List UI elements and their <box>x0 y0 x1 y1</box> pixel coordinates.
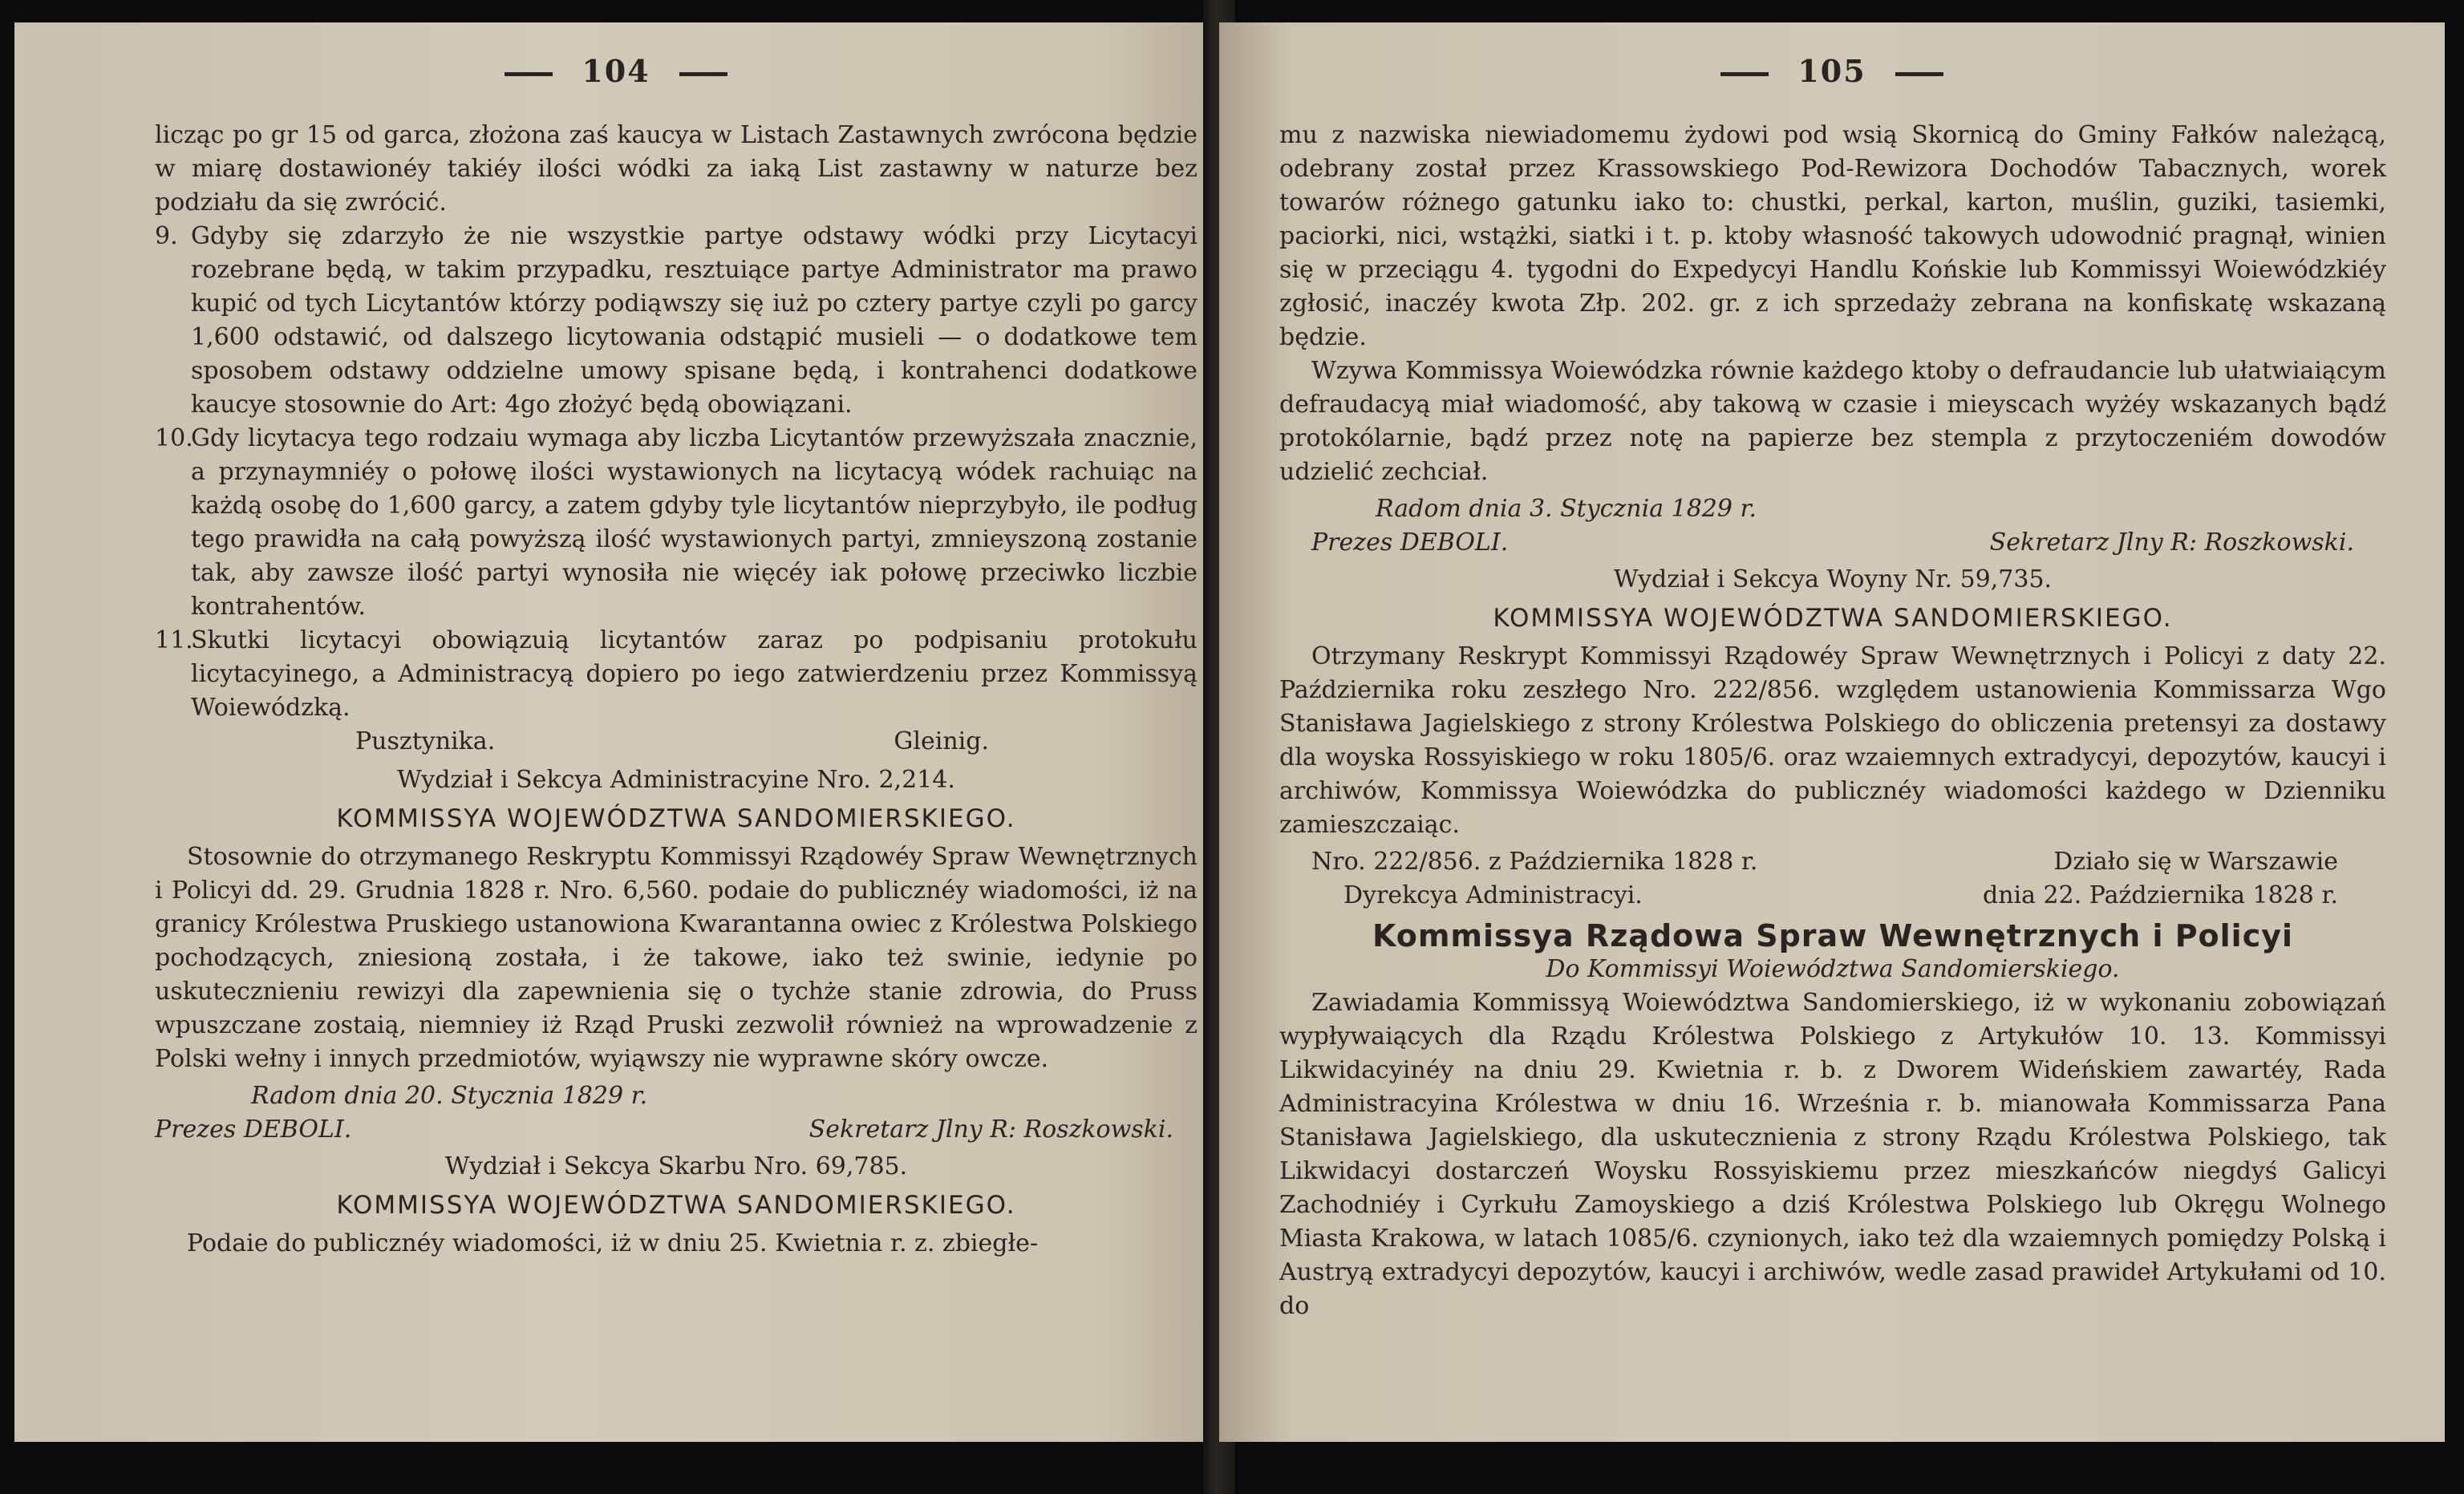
page-number: 104 <box>582 53 650 89</box>
section-header: Wydział i Sekcya Woyny Nr. 59,735. <box>1613 565 2053 593</box>
numbered-item <box>155 220 1198 422</box>
notice-paragraph: Zawiadamia Kommissyą Woiewództwa Sandomierskiego, iż w wykonaniu zobowiązań wypływaiących dla Rządu Królestwa Polskiego z Artykułów 10. 13. Kommissyi Likwidacyinéy na dniu 29. Kwietnia r. b. z Dworem Wideńskiem zawartéy, Rada Administracyina Królestwa w dniu 16. Września r. b. mianowała Kommissarza Pana Stanisława Jagielskiego, dla uskutecznienia z strony Rządu Królestwa Polskiego, tak Likwidacyi dostarczeń Woysku Rossyiskiemu przez mieszkańców niegdyś Galicyi Zachodniéy i Cyrkułu Zamoyskiego a dziś Królestwa Polskiego lub Okręgu Wolnego Miasta Krakowa, w latach 1085/6. czynionych, iako też dla wzaiemnych pomiędzy Polską i Austryą extradycyi depozytów, kaucyi i archiwów, wedle zasad prawideł Artykułami od 10. do <box>1279 989 2386 1320</box>
president-signature: Prezes DEBOLI. <box>155 1115 352 1144</box>
commission-heading: KOMMISSYA WOJEWÓDZTWA SANDOMIERSKIEGO. <box>336 1191 1016 1220</box>
commission-heading: KOMMISSYA WOJEWÓDZTWA SANDOMIERSKIEGO. <box>1493 604 2173 633</box>
header-dash <box>505 72 553 76</box>
left-page-header <box>14 53 1218 89</box>
item-text: Gdyby się zdarzyło że nie wszystkie partye odstawy wódki przy Licytacyi rozebrane będą, w takim przypadku, resztuiące partye Administrator ma prawo kupić od tych Licytantów którzy podiąwszy się iuż po cztery partye czyli po garcy 1,600 odstawić, od dalszego licytowania odstąpić musieli — o dodatkowe tem sposobem odstawy oddzielne umowy spisane będą, i kontrahenci dodatkowe kaucye stosownie do Art: 4go złożyć będą obowiązani. <box>191 222 1198 419</box>
item-number: 11. <box>155 626 193 654</box>
notice-paragraph: Podaie do publicznéy wiadomości, iż w dniu 25. Kwietnia r. z. zbiegłe- <box>187 1229 1039 1257</box>
right-page-body <box>1279 119 2386 1323</box>
numbered-item <box>155 422 1198 624</box>
rescript-number: Nro. 222/856. z Października 1828 r. <box>1311 848 1758 876</box>
secretary-signature: Sekretarz Jlny R: Roszkowski. <box>1989 528 2354 557</box>
secretary-signature: Sekretarz Jlny R: Roszkowski. <box>808 1115 1173 1144</box>
item-number: 10. <box>155 424 193 452</box>
section-header: Wydział i Sekcya Administracyine Nro. 2,214. <box>397 766 955 794</box>
notice-paragraph: Otrzymany Reskrypt Kommissyi Rządowéy Spraw Wewnętrznych i Policyi z daty 22. Października roku zeszłego Nro. 222/856. względem ustanowienia Kommissarza Wgo Stanisława Jagielskiego z strony Królestwa Polskiego do obliczenia pretensyi za dostawy dla woyska Rossyiskiego w roku 1805/6. oraz wzaiemnych extradycyi, depozytów, kaucyi i archiwów, Kommissya Woiewódzka do publicznéy wiadomości każdego w Dzienniku zamieszczaiąc. <box>1279 642 2386 839</box>
signature-row <box>1279 526 2386 560</box>
header-dash <box>1895 72 1943 76</box>
item-text: Skutki licytacyi obowiązuią licytantów zaraz po podpisaniu protokułu licytacyinego, a Administracyą dopiero po iego zatwierdzeniu przez Kommissyą Woiewódzką. <box>191 626 1198 722</box>
section-header: Wydział i Sekcya Skarbu Nro. 69,785. <box>444 1152 908 1180</box>
signers <box>155 725 1198 759</box>
date-line: Radom dnia 20. Stycznia 1829 r. <box>251 1082 648 1110</box>
rescript-date: dnia 22. Października 1828 r. <box>1983 881 2338 909</box>
right-page-header <box>1219 53 2445 89</box>
notice-paragraph: Stosownie do otrzymanego Reskryptu Kommissyi Rządowéy Spraw Wewnętrznych i Policyi dd. 29. Grudnia 1828 r. Nro. 6,560. podaie do publicznéy wiadomości, iż na granicy Królestwa Pruskiego ustanowiona Kwarantanna owiec z Królestwa Polskiego pochodzących, zniesioną została, i że takowe, iako też swinie, iedynie po uskutecznieniu rewizyi dla zapewnienia się o tychże stanie zdrowia, do Pruss wpuszczane zostaią, niemniey iż Rząd Pruski zezwolił również na wprowadzenie z Polski wełny i innych przedmiotów, wyiąwszy nie wyprawne skóry owcze. <box>155 843 1198 1073</box>
ministry-heading: Kommissya Rządowa Spraw Wewnętrznych i Policyi <box>1372 918 2294 953</box>
right-page <box>1219 22 2445 1442</box>
rescript-reference <box>1279 879 2386 913</box>
header-dash <box>1720 72 1769 76</box>
page-number: 105 <box>1797 53 1866 89</box>
signature-row <box>155 1113 1198 1147</box>
left-page-body <box>155 119 1198 1261</box>
date-line: Radom dnia 3. Stycznia 1829 r. <box>1376 495 1757 523</box>
left-page <box>14 22 1218 1442</box>
president-signature: Prezes DEBOLI. <box>1311 528 1509 557</box>
item-number: 9. <box>155 222 178 250</box>
rescript-place: Działo się w Warszawie <box>2053 848 2338 876</box>
signer-left: Pusztynika. <box>355 727 496 755</box>
rescript-reference <box>1279 845 2386 879</box>
addressee-line: Do Kommissyi Woiewództwa Sandomierskiego. <box>1546 955 2120 983</box>
commission-heading: KOMMISSYA WOJEWÓDZTWA SANDOMIERSKIEGO. <box>336 804 1016 833</box>
notice-paragraph: Wzywa Kommissya Woiewódzka równie każdego ktoby o defraudancie lub ułatwiaiącym defraudacyą miał wiadomość, aby takową w czasie i mieyscach wyżéy wskazanych bądź protokólarnie, bądź przez notę na papierze bez stempla z przytoczeniém dowodów udzielić zechciał. <box>1279 357 2386 486</box>
header-dash <box>679 72 727 76</box>
numbered-item <box>155 624 1198 725</box>
item-text: Gdy licytacya tego rodzaiu wymaga aby liczba Licytantów przewyższała znacznie, a przynaymniéy o połowę ilości wystawionych na licytacyą wódek rachuiąc na każdą osobę do 1,600 garcy, a zatem gdyby tyle licytantów nieprzybyło, ile podług tego prawidła na całą powyższą ilość wystawionych partyi, zmnieyszoną zostanie tak, aby zawsze ilość partyi wynosiła nie więcéy iak połowę przeciwko liczbie kontrahentów. <box>191 424 1198 621</box>
continuation-paragraph: licząc po gr 15 od garca, złożona zaś kaucya w Listach Zastawnych zwrócona będzie w miarę dostawionéy takiéy ilości wódki za iaką List zastawny w naturze bez podziału da się zwrócić. <box>155 121 1198 217</box>
continuation-paragraph: mu z nazwiska niewiadomemu żydowi pod wsią Skornicą do Gminy Fałków należącą, odebrany został przez Krassowskiego Pod-Rewizora Dochodów Tabacznych, worek towarów różnego gatunku iako to: chustki, perkal, karton, muślin, guziki, tasiemki, paciorki, nici, wstążki, siatki i t. p. ktoby własność takowych udowodnić pragnął, winien się w przeciągu 4. tygodni do Expedycyi Handlu Końskie lub Kommissyi Woiewódzkiéy zgłosić, inaczéy kwota Złp. 202. gr. z ich sprzedaży zebrana na konfiskatę wskazaną będzie. <box>1279 121 2386 351</box>
signer-right: Gleinig. <box>894 727 989 755</box>
rescript-directorate: Dyrekcya Administracyi. <box>1343 881 1643 909</box>
